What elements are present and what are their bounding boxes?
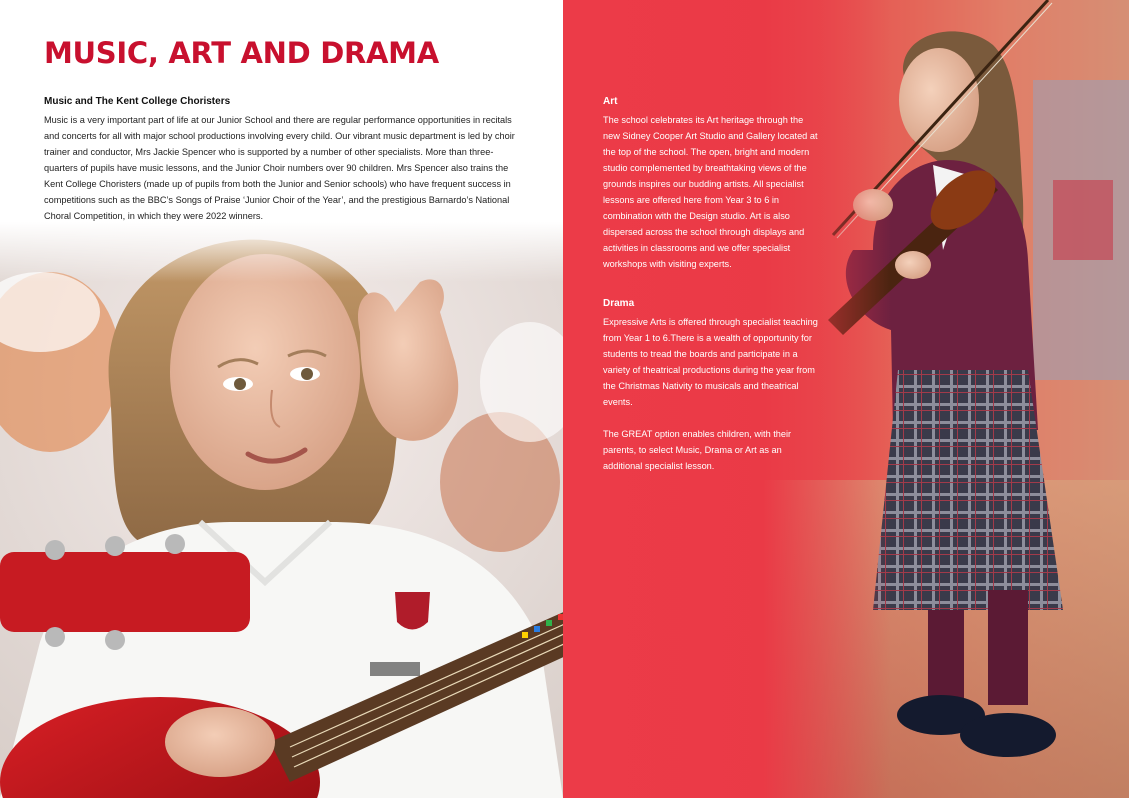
girl-with-guitar-photo [0,222,563,798]
drama-section-body: Expressive Arts is offered through specialist teaching from Year 1 to 6.There is a wealth of opportunity for students to tread the boards and participate in a variety of theatrical productions during the year from the Christmas Nativity to musicals and theatrical events. [603,317,818,407]
art-section-body: The school celebrates its Art heritage through the new Sidney Cooper Art Studio and Gallery located at the top of the school. The open, bright and modern studio complemented by breathtaking views of the grounds inspires our budding artists. All specialist lessons are offered here from Year 3 to 6 in combination with the Design studio. Art is also dispersed across the school through displays and activities in classrooms and we offer specialist workshops with visiting experts. [603,115,818,269]
music-section-heading: Music and The Kent College Choristers [44,96,231,107]
great-option-text: The GREAT option enables children, with their parents, to select Music, Drama or Art as an additional specialist lesson. [603,429,792,471]
art-section-heading: Art [603,96,618,107]
left-page [0,0,563,798]
drama-section-heading: Drama [603,298,635,309]
music-section-body: Music is a very important part of life at our Junior School and there are regular performance opportunities in recitals and concerts for all with major school productions involving every child. Our vibrant music department is led by choir trainer and conductor, Mrs Jackie Spencer who is supported by a number of other specialists. More than three-quarters of pupils have music lessons, and the Junior Choir numbers over 90 children. Mrs Spencer also trains the Kent College Choristers (made up of pupils from both the Junior and Senior schools) who have frequent success in competitions such as the BBC’s Songs of Praise ‘Junior Choir of the Year’, and the prestigious Barnardo’s National Choral Competition, in which they were 2022 winners. [44,115,515,221]
right-page [563,0,1129,798]
page-title: MUSIC, ART AND DRAMA [44,36,439,70]
